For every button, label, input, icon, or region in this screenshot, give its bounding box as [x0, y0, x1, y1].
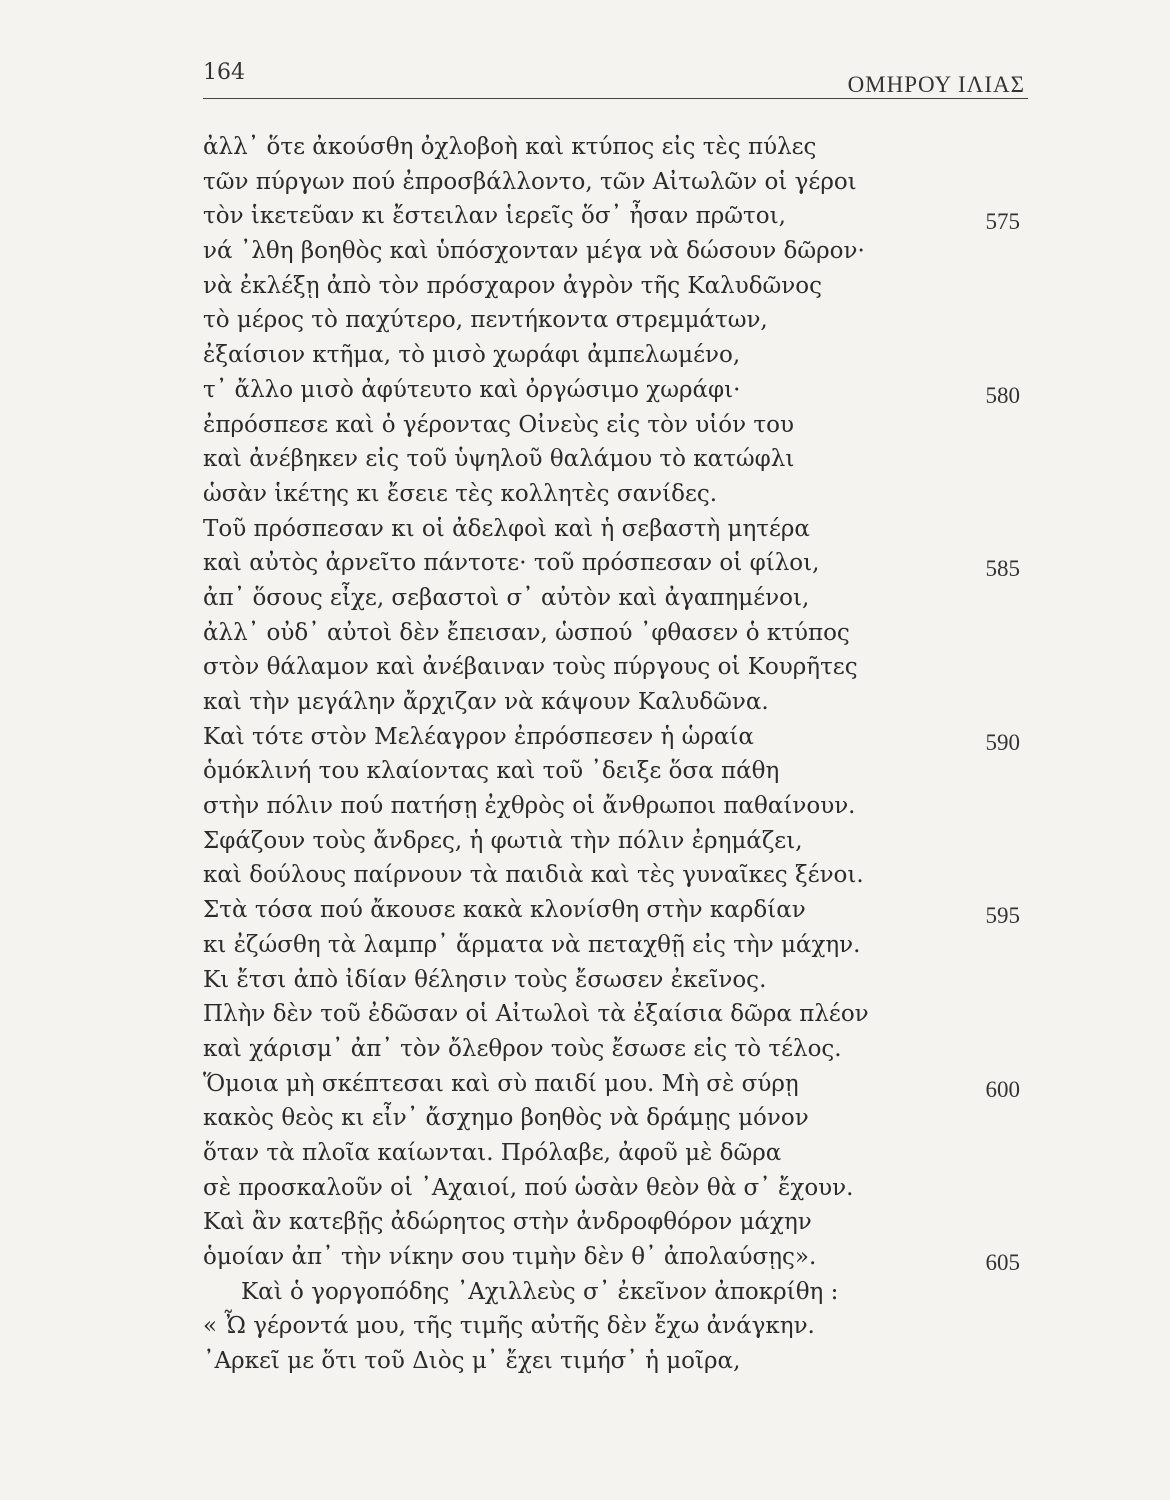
verse-text: στὸν θάλαμον καὶ ἀνέβαιναν τοὺς πύργους οἱ Κουρῆτες — [203, 654, 858, 681]
verse-line — [203, 1136, 1028, 1171]
verse-line — [203, 130, 1028, 165]
verse-text: Σφάζουν τοὺς ἄνδρες, ἡ φωτιὰ τὴν πόλιν ἐρημάζει, — [203, 827, 803, 854]
verse-line — [203, 512, 1028, 547]
verse-text: τῶν πύργων πού ἐπροσβάλλοντο, τῶν Αἰτωλῶν οἱ γέροι — [203, 168, 857, 195]
verse-text: καὶ χάρισμ᾽ ἀπ᾽ τὸν ὄλεθρον τοὺς ἔσωσε εἰς τὸ τέλος. — [203, 1035, 842, 1062]
verse-line — [203, 997, 1028, 1032]
verse-line — [203, 685, 1028, 720]
header-rule — [203, 98, 1028, 99]
verse-line — [203, 442, 1028, 477]
verse-line — [203, 477, 1028, 512]
line-number: 585 — [985, 556, 1020, 582]
verse-text: Ὅμοια μὴ σκέπτεσαι καὶ σὺ παιδί μου. Μὴ σὲ σύρῃ — [203, 1070, 799, 1097]
line-number: 605 — [985, 1250, 1020, 1275]
verse-text: νὰ ἐκλέξῃ ἀπὸ τὸν πρόσχαρον ἀγρὸν τῆς Καλυδῶνος — [203, 272, 823, 299]
verse-text: καὶ δούλους παίρνουν τὰ παιδιὰ καὶ τὲς γυναῖκες ξένοι. — [203, 862, 864, 889]
line-number: 575 — [985, 209, 1020, 235]
page-number: 164 — [203, 60, 245, 85]
verse-line — [203, 893, 1028, 928]
verse-text: Στὰ τόσα πού ἄκουσε κακὰ κλονίσθη στὴν καρδίαν — [203, 897, 806, 924]
verse-line — [203, 303, 1028, 338]
line-number: 590 — [985, 729, 1020, 755]
verse-line — [203, 1067, 1028, 1102]
verse-text: Κι ἔτσι ἀπὸ ἰδίαν θέλησιν τοὺς ἔσωσεν ἐκεῖνος. — [203, 966, 767, 993]
verse-line — [203, 928, 1028, 963]
verse-text: τ᾽ ἄλλο μισὸ ἀφύτευτο καὶ ὀργώσιμο χωράφι· — [203, 376, 741, 403]
verse-text: ἀλλ᾽ οὐδ᾽ αὐτοὶ δὲν ἔπεισαν, ὡσπού ᾽φθασεν ὁ κτύπος — [203, 619, 850, 646]
verse-line — [203, 1309, 1028, 1344]
poem-text — [203, 130, 1028, 1379]
verse-text: ὁμοίαν ἀπ᾽ τὴν νίκην σου τιμὴν δὲν θ᾽ ἀπολαύσῃς». — [203, 1244, 817, 1270]
verse-line — [203, 1101, 1028, 1136]
verse-text: σὲ προσκαλοῦν οἱ ᾽Αχαιοί, πού ὡσὰν θεὸν θὰ σ᾽ ἔχουν. — [203, 1174, 854, 1201]
verse-line — [203, 858, 1028, 893]
verse-line — [203, 963, 1028, 998]
verse-line — [203, 338, 1028, 373]
verse-line — [203, 199, 1028, 234]
line-number: 580 — [985, 382, 1020, 408]
verse-text: ἀλλ᾽ ὅτε ἀκούσθη ὀχλοβοὴ καὶ κτύπος εἰς τὲς πύλες — [203, 134, 817, 160]
verse-line — [203, 1205, 1028, 1240]
verse-text: ἐπρόσπεσε καὶ ὁ γέροντας Οἰνεὺς εἰς τὸν υἱόν του — [203, 411, 794, 438]
verse-text: ὅταν τὰ πλοῖα καίωνται. Πρόλαβε, ἀφοῦ μὲ δῶρα — [203, 1139, 782, 1166]
verse-line — [203, 650, 1028, 685]
line-number: 600 — [985, 1076, 1020, 1102]
verse-text: ὁμόκλινή του κλαίοντας καὶ τοῦ ᾽δειξε ὅσα πάθη — [203, 758, 780, 785]
verse-text: καὶ ἀνέβηκεν εἰς τοῦ ὑψηλοῦ θαλάμου τὸ κατώφλι — [203, 446, 795, 473]
verse-line — [203, 824, 1028, 859]
verse-line — [203, 720, 1028, 755]
verse-line — [203, 754, 1028, 789]
verse-text: Πλὴν δὲν τοῦ ἐδῶσαν οἱ Αἰτωλοὶ τὰ ἐξαίσια δῶρα πλέον — [203, 1001, 869, 1028]
verse-line — [203, 373, 1028, 408]
verse-line — [203, 616, 1028, 651]
verse-line — [203, 546, 1028, 581]
verse-line — [203, 269, 1028, 304]
verse-line — [203, 1032, 1028, 1067]
verse-text: Καὶ ὁ γοργοπόδης ᾽Αχιλλεὺς σ᾽ ἐκεῖνον ἀποκρίθη : — [241, 1278, 839, 1305]
verse-line — [203, 581, 1028, 616]
verse-text: Καὶ ἂν κατεβῇς ἀδώρητος στὴν ἀνδροφθόρον μάχην — [203, 1209, 812, 1236]
verse-text: κακὸς θεὸς κι εἶν᾽ ἄσχημο βοηθὸς νὰ δράμῃς μόνον — [203, 1105, 809, 1132]
verse-text: Καὶ τότε στὸν Μελέαγρον ἐπρόσπεσεν ἡ ὡραία — [203, 723, 754, 750]
verse-text: « Ὦ γέροντά μου, τῆς τιμῆς αὐτῆς δὲν ἔχω ἀνάγκην. — [203, 1313, 815, 1340]
verse-text: στὴν πόλιν πού πατήσῃ ἐχθρὸς οἱ ἄνθρωποι παθαίνουν. — [203, 793, 856, 820]
verse-text: τὸν ἱκετεῦαν κι ἔστειλαν ἱερεῖς ὅσ᾽ ἦσαν πρῶτοι, — [203, 203, 786, 230]
verse-text: Τοῦ πρόσπεσαν κι οἱ ἀδελφοὶ καὶ ἡ σεβαστὴ μητέρα — [203, 515, 810, 542]
verse-line — [203, 1240, 1028, 1275]
verse-text: νά ᾽λθη βοηθὸς καὶ ὑπόσχονταν μέγα νὰ δώσουν δῶρον· — [203, 238, 865, 265]
verse-text: καὶ τὴν μεγάλην ἄρχιζαν νὰ κάψουν Καλυδῶνα. — [203, 689, 769, 715]
line-number: 595 — [985, 903, 1020, 929]
verse-text: ἐξαίσιον κτῆμα, τὸ μισὸ χωράφι ἀμπελωμένο, — [203, 342, 741, 369]
verse-text: ὡσὰν ἱκέτης κι ἔσειε τὲς κολλητὲς σανίδες. — [203, 480, 718, 507]
verse-line — [203, 408, 1028, 443]
verse-text: καὶ αὐτὸς ἀρνεῖτο πάντοτε· τοῦ πρόσπεσαν οἱ φίλοι, — [203, 550, 820, 577]
verse-text: κι ἐζώσθη τὰ λαμπρ᾽ ἅρματα νὰ πεταχθῇ εἰς τὴν μάχην. — [203, 931, 861, 958]
verse-line — [203, 165, 1028, 200]
verse-text: τὸ μέρος τὸ παχύτερο, πεντήκοντα στρεμμάτων, — [203, 307, 768, 334]
verse-line — [203, 1275, 1028, 1310]
verse-line — [203, 789, 1028, 824]
verse-text: ἀπ᾽ ὅσους εἶχε, σεβαστοὶ σ᾽ αὐτὸν καὶ ἀγαπημένοι, — [203, 584, 810, 611]
verse-line — [203, 234, 1028, 269]
verse-text: ᾽Αρκεῖ με ὅτι τοῦ Διὸς μ᾽ ἔχει τιμήσ᾽ ἡ μοῖρα, — [203, 1348, 741, 1375]
running-title: ΟΜΗΡΟΥ ΙΛΙΑΣ — [847, 72, 1025, 97]
verse-line — [203, 1171, 1028, 1206]
verse-line — [203, 1344, 1028, 1379]
